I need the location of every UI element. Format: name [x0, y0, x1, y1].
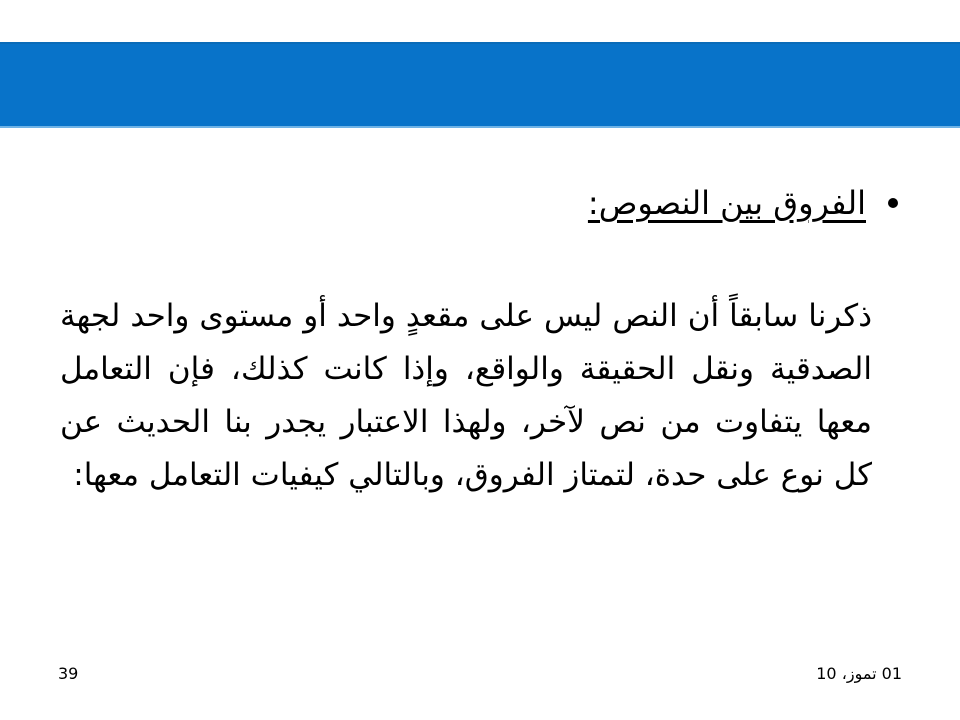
bullet-icon: [888, 198, 898, 208]
footer-date: 01 تموز، 10: [816, 664, 902, 683]
header-band: [0, 42, 960, 128]
heading-row: [398, 178, 898, 228]
slide-body-text: ذكرنا سابقاً أن النص ليس على مقعدٍ واحد أو مستوى واحد لجهة الصدقية ونقل الحقيقة والواقع، وإذا كانت كذلك، فإن التعامل معها يتفاوت من نص لآخر، ولهذا الاعتبار يجدر بنا الحديث عن كل نوع على حدة، لتمتاز الفروق، وبالتالي كيفيات التعامل معها:: [60, 298, 872, 493]
slide-heading: الفروق بين النصوص:: [587, 184, 866, 222]
page-number: 39: [58, 664, 79, 683]
